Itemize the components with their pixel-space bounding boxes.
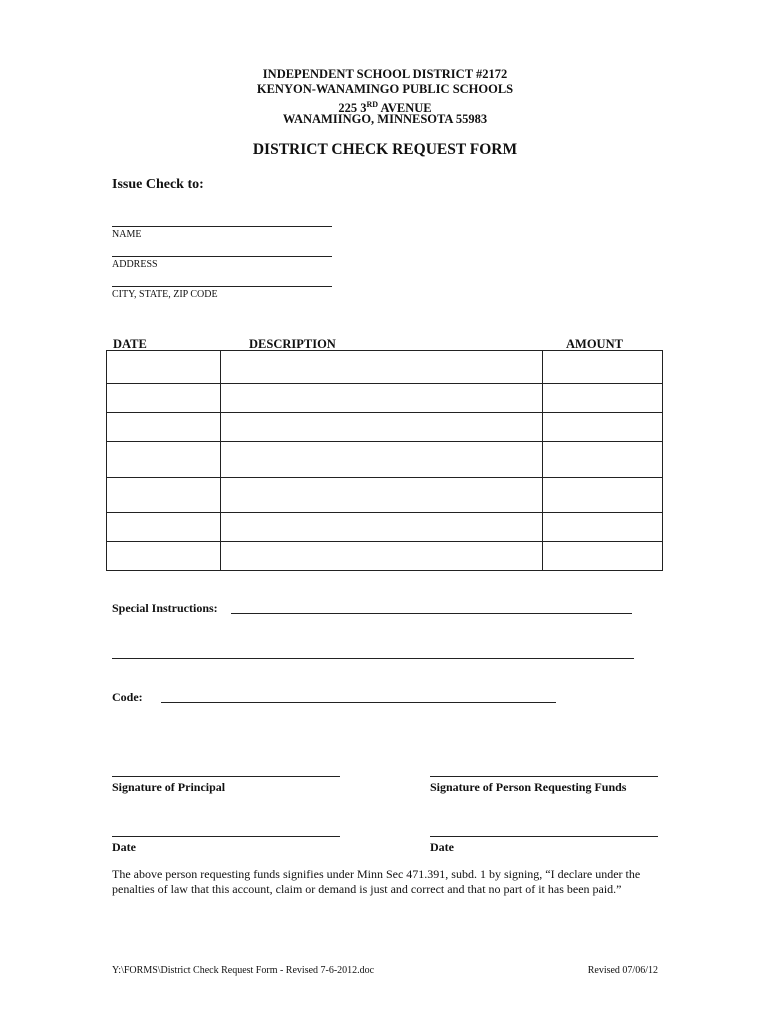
- principal-date-field[interactable]: [112, 836, 340, 837]
- requester-date-field[interactable]: [430, 836, 658, 837]
- items-table: [106, 350, 663, 571]
- description-cell[interactable]: [220, 351, 542, 384]
- date-cell[interactable]: [107, 413, 221, 442]
- special-instructions-label: Special Instructions:: [112, 601, 218, 615]
- requester-signature-field[interactable]: [430, 776, 658, 777]
- declaration-text: The above person requesting funds signifies under Minn Sec 471.391, subd. 1 by signing, “I declare under the penalties of law that this account, claim or demand is just and correct and that no part of it has been paid.”: [112, 867, 641, 896]
- footer-file-path: Y:\FORMS\District Check Request Form - Revised 7-6-2012.doc: [112, 965, 375, 976]
- date-column-header: DATE: [113, 337, 147, 351]
- school-name: KENYON-WANAMINGO PUBLIC SCHOOLS: [256, 82, 514, 96]
- date-cell[interactable]: [107, 478, 221, 513]
- principal-date-label: Date: [112, 840, 136, 854]
- amount-cell[interactable]: [543, 351, 663, 384]
- table-row: [107, 413, 663, 442]
- description-cell[interactable]: [220, 442, 542, 478]
- amount-cell[interactable]: [543, 513, 663, 542]
- name-field[interactable]: [112, 226, 332, 227]
- description-column-header: DESCRIPTION: [249, 337, 336, 351]
- special-instructions-field-continued[interactable]: [112, 658, 634, 659]
- requester-date-label: Date: [430, 840, 454, 854]
- form-title: DISTRICT CHECK REQUEST FORM: [252, 141, 518, 158]
- amount-cell[interactable]: [543, 384, 663, 413]
- date-cell[interactable]: [107, 384, 221, 413]
- table-row: [107, 384, 663, 413]
- address-field[interactable]: [112, 256, 332, 257]
- table-row: [107, 542, 663, 571]
- description-cell[interactable]: [220, 513, 542, 542]
- table-row: [107, 351, 663, 384]
- issue-check-to-label: Issue Check to:: [112, 177, 204, 192]
- district-name: INDEPENDENT SCHOOL DISTRICT #2172: [262, 67, 508, 81]
- city-state-zip-label: CITY, STATE, ZIP CODE: [112, 289, 218, 300]
- principal-signature-label: Signature of Principal: [112, 780, 226, 794]
- table-row: [107, 478, 663, 513]
- address-label: ADDRESS: [112, 259, 158, 270]
- table-row: [107, 513, 663, 542]
- footer-revised-date: Revised 07/06/12: [587, 965, 658, 976]
- amount-cell[interactable]: [543, 542, 663, 571]
- special-instructions-field[interactable]: [231, 613, 632, 614]
- principal-signature-field[interactable]: [112, 776, 340, 777]
- description-cell[interactable]: [220, 478, 542, 513]
- code-label: Code:: [112, 690, 143, 704]
- description-cell[interactable]: [220, 413, 542, 442]
- code-field[interactable]: [161, 702, 556, 703]
- amount-column-header: AMOUNT: [566, 337, 623, 351]
- amount-cell[interactable]: [543, 442, 663, 478]
- city-state-zip: WANAMIINGO, MINNESOTA 55983: [282, 112, 488, 126]
- table-row: [107, 442, 663, 478]
- date-cell[interactable]: [107, 542, 221, 571]
- amount-cell[interactable]: [543, 478, 663, 513]
- requester-signature-label: Signature of Person Requesting Funds: [430, 780, 627, 794]
- date-cell[interactable]: [107, 351, 221, 384]
- street-address: 225 3RD AVENUE: [338, 100, 432, 115]
- city-state-zip-field[interactable]: [112, 286, 332, 287]
- date-cell[interactable]: [107, 513, 221, 542]
- description-cell[interactable]: [220, 384, 542, 413]
- description-cell[interactable]: [220, 542, 542, 571]
- amount-cell[interactable]: [543, 413, 663, 442]
- date-cell[interactable]: [107, 442, 221, 478]
- name-label: NAME: [112, 229, 142, 240]
